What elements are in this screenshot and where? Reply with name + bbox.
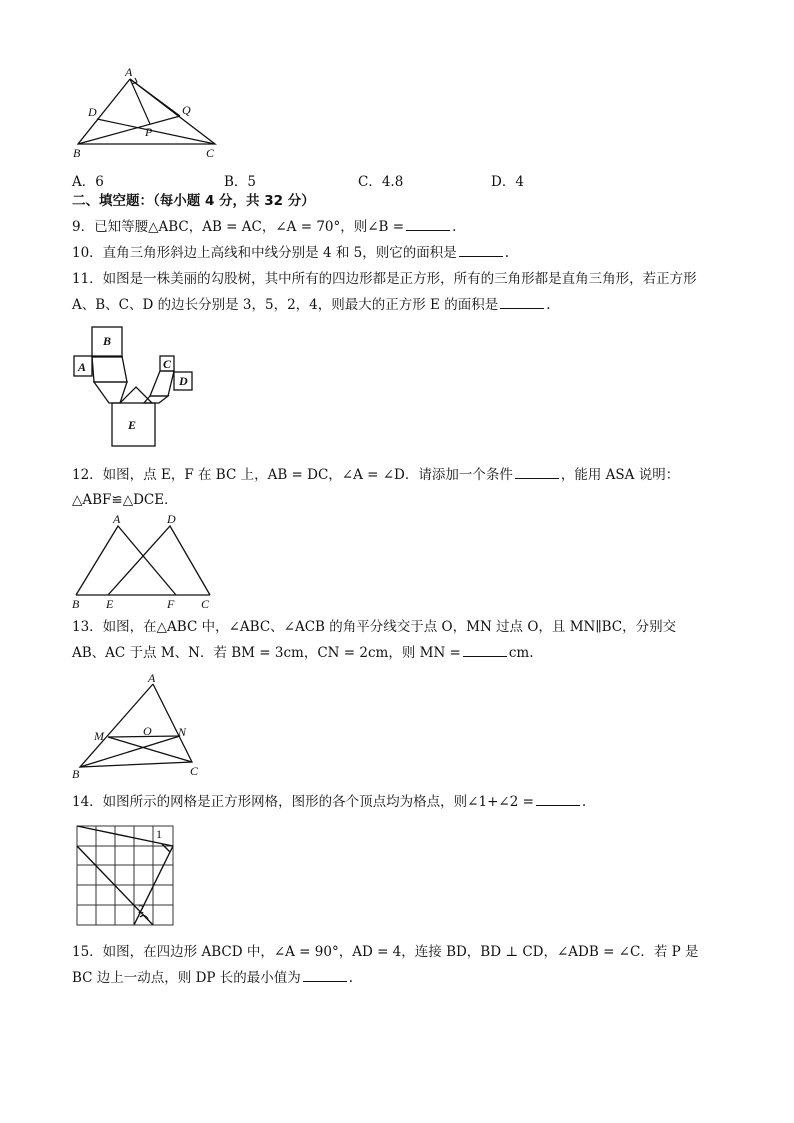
label-B: B	[73, 146, 81, 160]
label-A: A	[113, 512, 121, 526]
label-N: N	[178, 725, 187, 739]
triangle-figure-q8	[70, 64, 230, 159]
label-B: B	[103, 334, 112, 348]
question-9: 9．已知等腰△ABC，AB = AC，∠A = 70°，则∠B = .	[72, 219, 457, 235]
question-14: 14．如图所示的网格是正方形网格，图形的各个顶点均为格点，则∠1+∠2 = .	[72, 794, 587, 810]
label-D: D	[167, 512, 176, 526]
label-D: D	[179, 374, 188, 388]
question-11-line1: 11．如图是一株美丽的勾股树，其中所有的四边形都是正方形，所有的三角形都是直角三角形，若正方形	[72, 271, 697, 287]
option-b: B．5	[224, 174, 257, 190]
label-Q: Q	[182, 103, 191, 117]
answer-blank-15[interactable]	[303, 969, 347, 982]
label-F: F	[167, 597, 175, 611]
label-angle-2: 2	[138, 902, 144, 916]
question-15-line2: BC 边上一动点，则 DP 长的最小值为 .	[72, 970, 354, 986]
question-12-line2: △ABF≌△DCE．	[72, 492, 178, 508]
label-A: A	[125, 65, 133, 79]
label-M: M	[94, 729, 104, 743]
label-D: D	[88, 105, 97, 119]
answer-blank-12[interactable]	[515, 466, 559, 479]
option-c: C．4.8	[358, 174, 404, 190]
label-B: B	[72, 767, 80, 781]
option-a: A．6	[72, 174, 104, 190]
label-O: O	[143, 724, 152, 738]
question-15-line1: 15．如图，在四边形 ABCD 中，∠A = 90°，AD = 4，连接 BD，BD ⊥ CD，∠ADB = ∠C．若 P 是	[72, 944, 699, 960]
question-13-line1: 13．如图，在△ABC 中，∠ABC、∠ACB 的角平分线交于点 O，MN 过点 O，且 MN∥BC，分别交	[72, 619, 677, 635]
label-E: E	[128, 418, 137, 432]
answer-blank-13[interactable]	[463, 644, 507, 657]
question-13-line2: AB、AC 于点 M、N．若 BM = 3cm，CN = 2cm，则 MN = cm.	[72, 645, 534, 661]
question-11-line2: A、B、C、D 的边长分别是 3，5，2，4，则最大的正方形 E 的面积是 .	[72, 297, 551, 313]
label-angle-1: 1	[156, 827, 162, 841]
label-A: A	[148, 671, 156, 685]
grid-angles-figure	[76, 825, 176, 927]
answer-blank-11[interactable]	[500, 296, 544, 309]
section-heading: 二、填空题：（每小题 4 分，共 32 分）	[72, 193, 315, 209]
answer-blank-10[interactable]	[459, 244, 503, 257]
two-triangles-figure	[70, 512, 220, 612]
label-E: E	[106, 597, 114, 611]
label-C: C	[201, 597, 210, 611]
label-C: C	[190, 764, 199, 778]
label-B: B	[72, 597, 80, 611]
label-P: P	[145, 125, 153, 139]
question-10: 10．直角三角形斜边上高线和中线分别是 4 和 5，则它的面积是 .	[72, 245, 510, 261]
angle-bisector-figure	[68, 672, 208, 780]
question-12-line1: 12．如图，点 E，F 在 BC 上，AB = DC，∠A = ∠D．请添加一个条件 ，能用 ASA 说明：	[72, 467, 680, 483]
label-C: C	[163, 357, 172, 371]
answer-blank-9[interactable]	[406, 218, 450, 231]
option-d: D．4	[491, 174, 524, 190]
answer-blank-14[interactable]	[536, 793, 580, 806]
pythagoras-tree-figure	[72, 325, 202, 450]
label-C: C	[206, 146, 215, 160]
label-A: A	[78, 360, 87, 374]
